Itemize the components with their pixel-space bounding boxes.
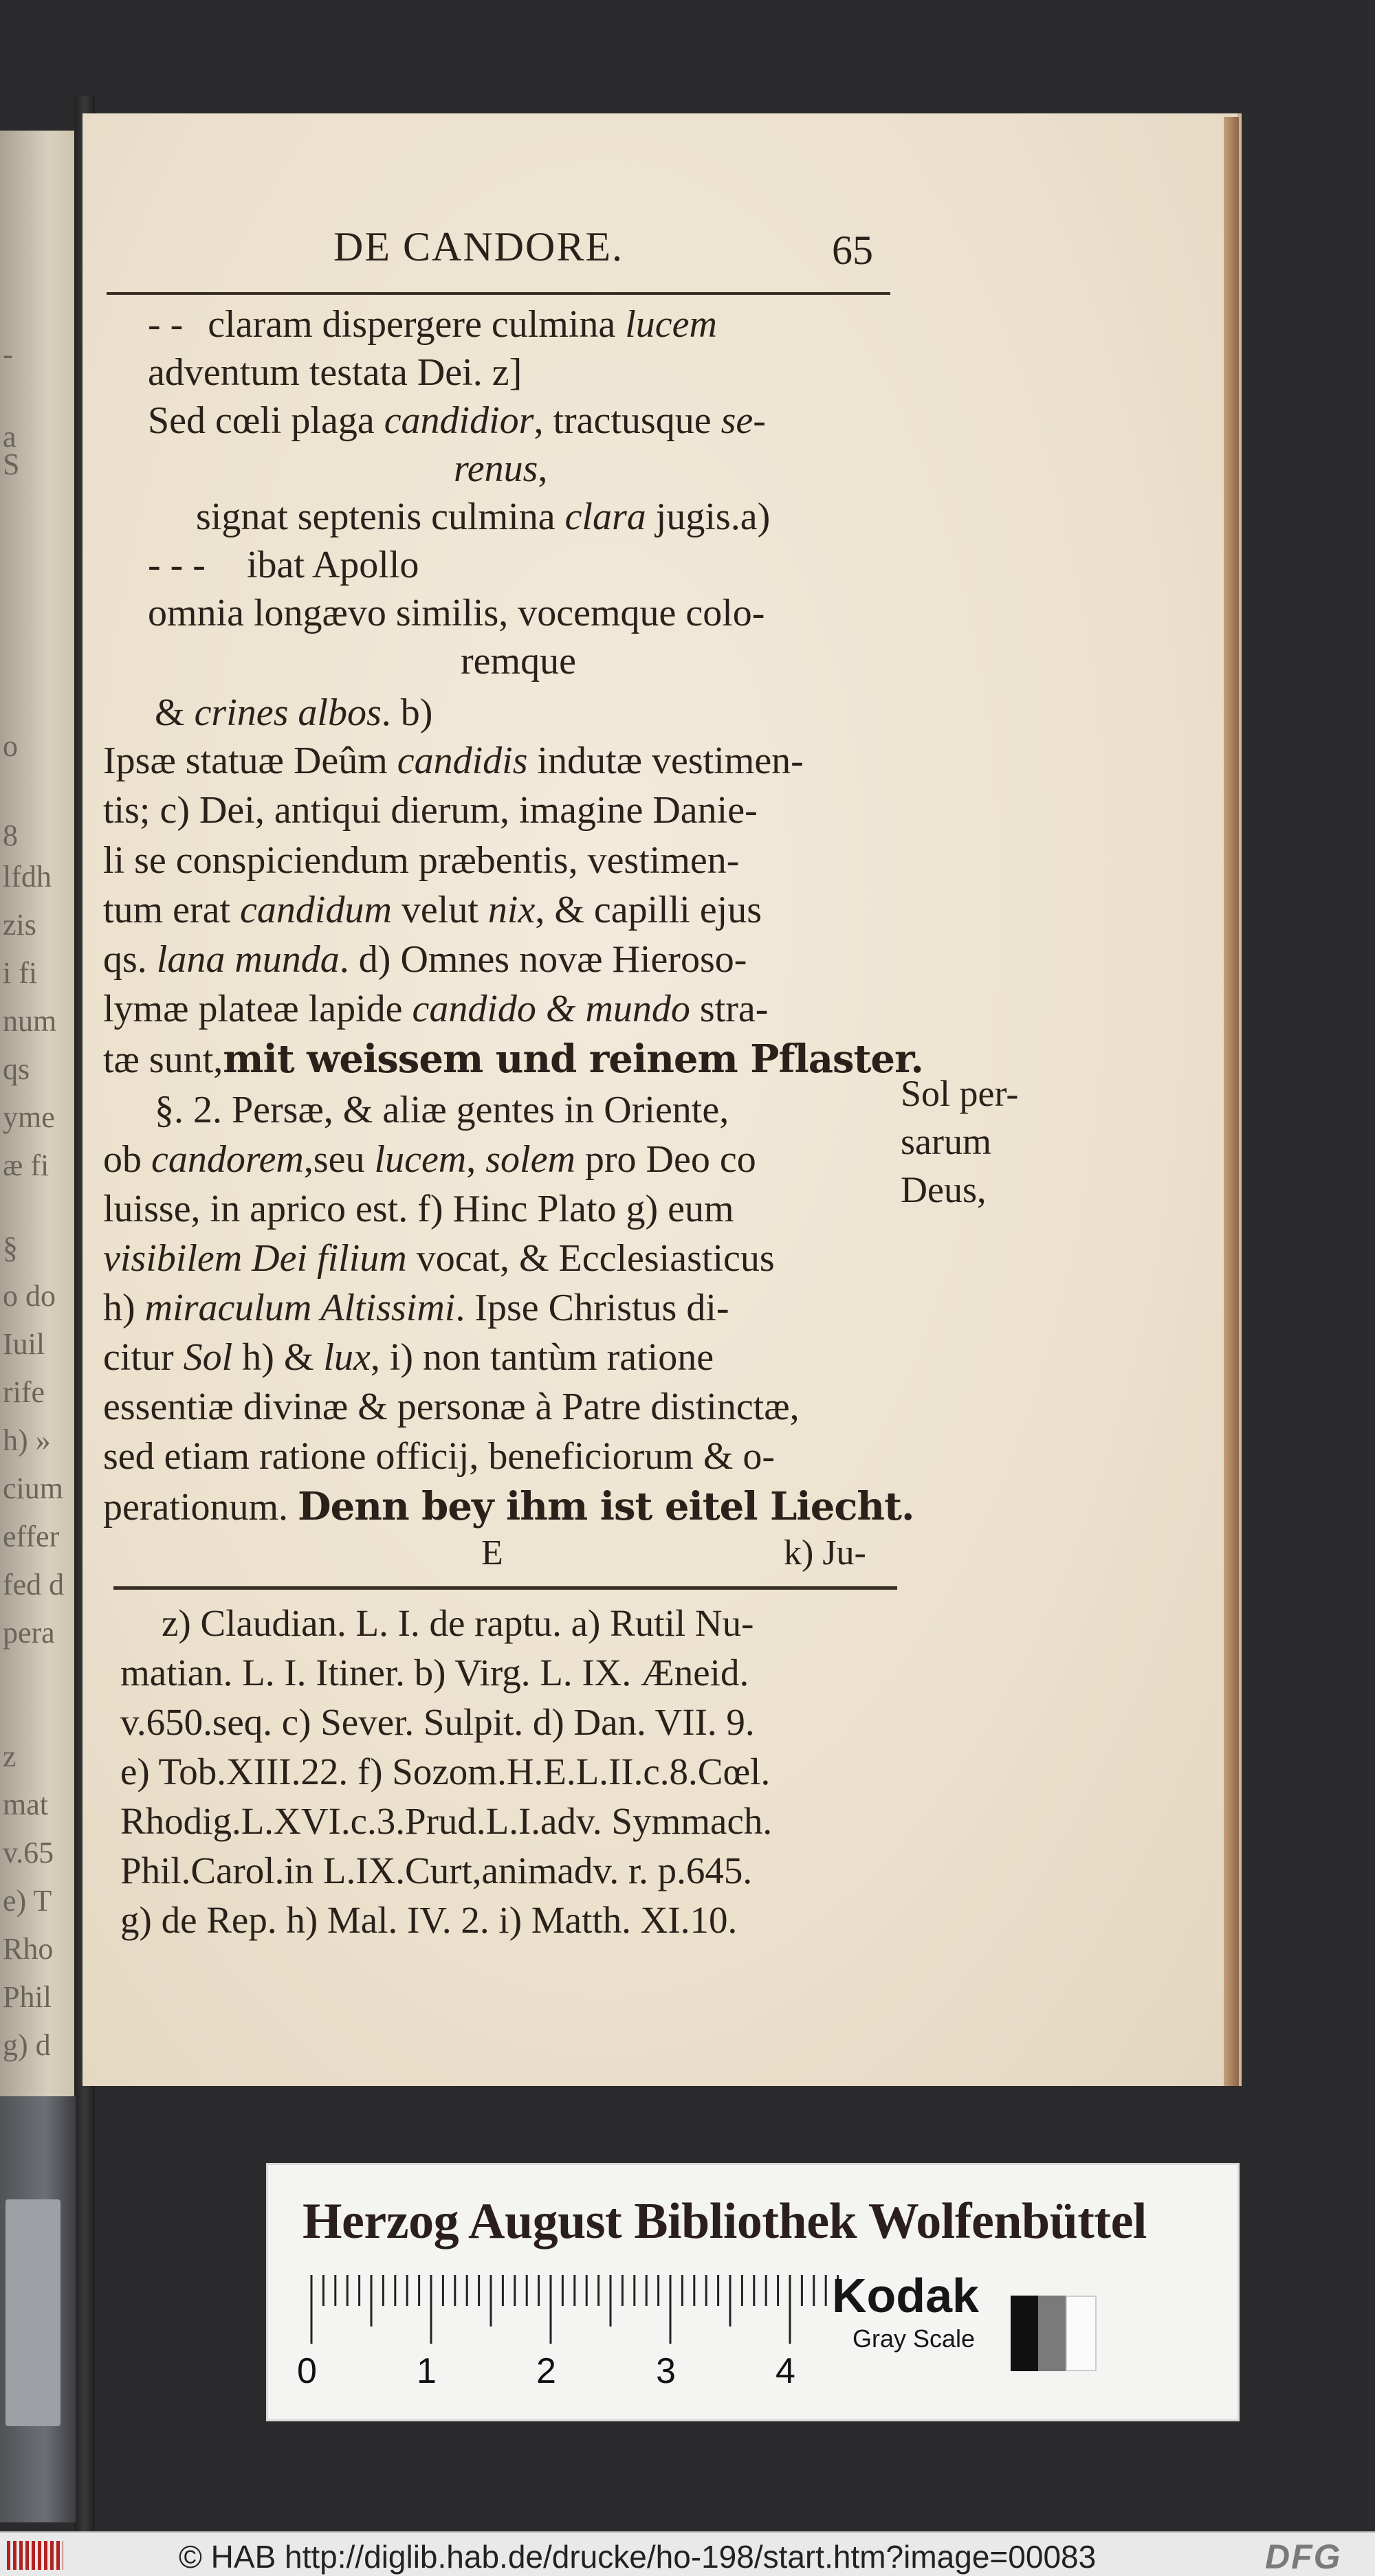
text-line: qs. lana munda. d) Omnes novæ Hieroso-: [103, 938, 747, 981]
text-line: luisse, in aprico est. f) Hinc Plato g) eum: [103, 1188, 734, 1230]
marginal-note: Deus,: [901, 1169, 987, 1210]
text-line: omnia longævo similis, vocemque colo-: [148, 592, 765, 634]
library-name: Herzog August Bibliothek Wolfenbüttel: [302, 2193, 1147, 2250]
footnote-line: Phil.Carol.in L.IX.Curt,animadv. r. p.645.: [120, 1850, 753, 1891]
paper-sheet: [6, 2199, 60, 2426]
footnote-line: Rhodig.L.XVI.c.3.Prud.L.I.adv. Symmach.: [120, 1800, 773, 1842]
gray-swatch-mid: [1038, 2296, 1066, 2371]
ruler-number: 1: [417, 2351, 437, 2391]
gray-swatch-black: [1011, 2296, 1038, 2371]
ruler-number: 4: [776, 2351, 795, 2391]
footnote-rule: [113, 1586, 897, 1590]
text-line: & crines albos. b): [155, 691, 433, 734]
text-line: tæ sunt,mit weissem und reinem Pflaster.: [103, 1036, 923, 1082]
text-line: - - claram dispergere culmina lucem: [148, 303, 717, 346]
text-line: essentiæ divinæ & personæ à Patre distinctæ,: [103, 1386, 800, 1428]
footnote-line: v.650.seq. c) Sever. Sulpit. d) Dan. VII. 9.: [120, 1701, 755, 1743]
text-line: signat septenis culmina clara jugis.a): [196, 496, 771, 538]
text-line: visibilem Dei filium vocat, & Ecclesiasticus: [103, 1237, 775, 1280]
signature-mark: E: [481, 1533, 503, 1573]
adjacent-page-strip: - a S o 8 lfdh zis i fi num qs yme æ fi § o do Iuil rife h) » cium effer fed d pera z mat v.65 e) T Rho Phil g) d: [0, 131, 89, 2096]
marginal-note: Sol per-: [901, 1073, 1019, 1114]
page-edge: [1224, 117, 1239, 2086]
text-line: §. 2. Persæ, & aliæ gentes in Oriente,: [155, 1089, 729, 1131]
gray-scale-label: Gray Scale: [852, 2324, 976, 2353]
ruler-number: 3: [656, 2351, 676, 2391]
text-line: lymæ plateæ lapide candido & mundo stra-: [103, 988, 769, 1030]
footnote-line: g) de Rep. h) Mal. IV. 2. i) Matth. XI.10.: [120, 1899, 738, 1941]
text-line: Ipsæ statuæ Deûm candidis indutæ vestimen-: [103, 740, 804, 782]
ruler-number: 2: [536, 2351, 556, 2391]
text-line: li se conspiciendum præbentis, vestimen-: [103, 839, 740, 882]
text-line: ob candorem,seu lucem, solem pro Deo co: [103, 1138, 756, 1181]
page-number: 65: [832, 227, 873, 273]
text-line: h) miraculum Altissimi. Ipse Christus di-: [103, 1287, 729, 1329]
head-rule: [107, 292, 890, 295]
gray-swatch-white: [1066, 2296, 1097, 2371]
kodak-logo: Kodak: [832, 2269, 979, 2322]
text-line: perationum. Denn bey ihm ist eitel Liecht.: [103, 1484, 914, 1529]
footnote-line: z) Claudian. L. I. de raptu. a) Rutil Nu-: [162, 1602, 754, 1644]
ruler-number: 0: [297, 2351, 317, 2391]
marginal-note: sarum: [901, 1121, 991, 1162]
adjacent-page-lower: [0, 2096, 76, 2522]
copyright-url[interactable]: © HAB http://diglib.hab.de/drucke/ho-198/start.htm?image=00083: [179, 2539, 1097, 2575]
text-line: citur Sol h) & lux, i) non tantùm ratione: [103, 1336, 714, 1379]
text-line: Sed cœli plaga candidior, tractusque se-: [148, 399, 766, 442]
catchword: k) Ju-: [784, 1533, 866, 1573]
text-line: sed etiam ratione officij, beneficiorum & o-: [103, 1435, 776, 1478]
text-line: tis; c) Dei, antiqui dierum, imagine Danie-: [103, 789, 758, 832]
footnote-line: e) Tob.XIII.22. f) Sozom.H.E.L.II.c.8.Cœl.: [120, 1751, 771, 1792]
calibration-target: [268, 2165, 1238, 2419]
text-line: renus,: [454, 447, 548, 490]
running-title: DE CANDORE.: [333, 224, 624, 269]
hab-logo-icon: [7, 2541, 63, 2570]
footnote-line: matian. L. I. Itiner. b) Virg. L. IX. Æneid.: [120, 1652, 749, 1694]
text-line: tum erat candidum velut nix, & capilli ejus: [103, 889, 762, 931]
text-line: adventum testata Dei. z]: [148, 351, 522, 394]
dfg-logo: DFG: [1265, 2538, 1342, 2576]
text-line: - - - ibat Apollo: [148, 544, 419, 586]
text-line: remque: [461, 640, 576, 682]
footer-bar: [0, 2531, 1375, 2576]
